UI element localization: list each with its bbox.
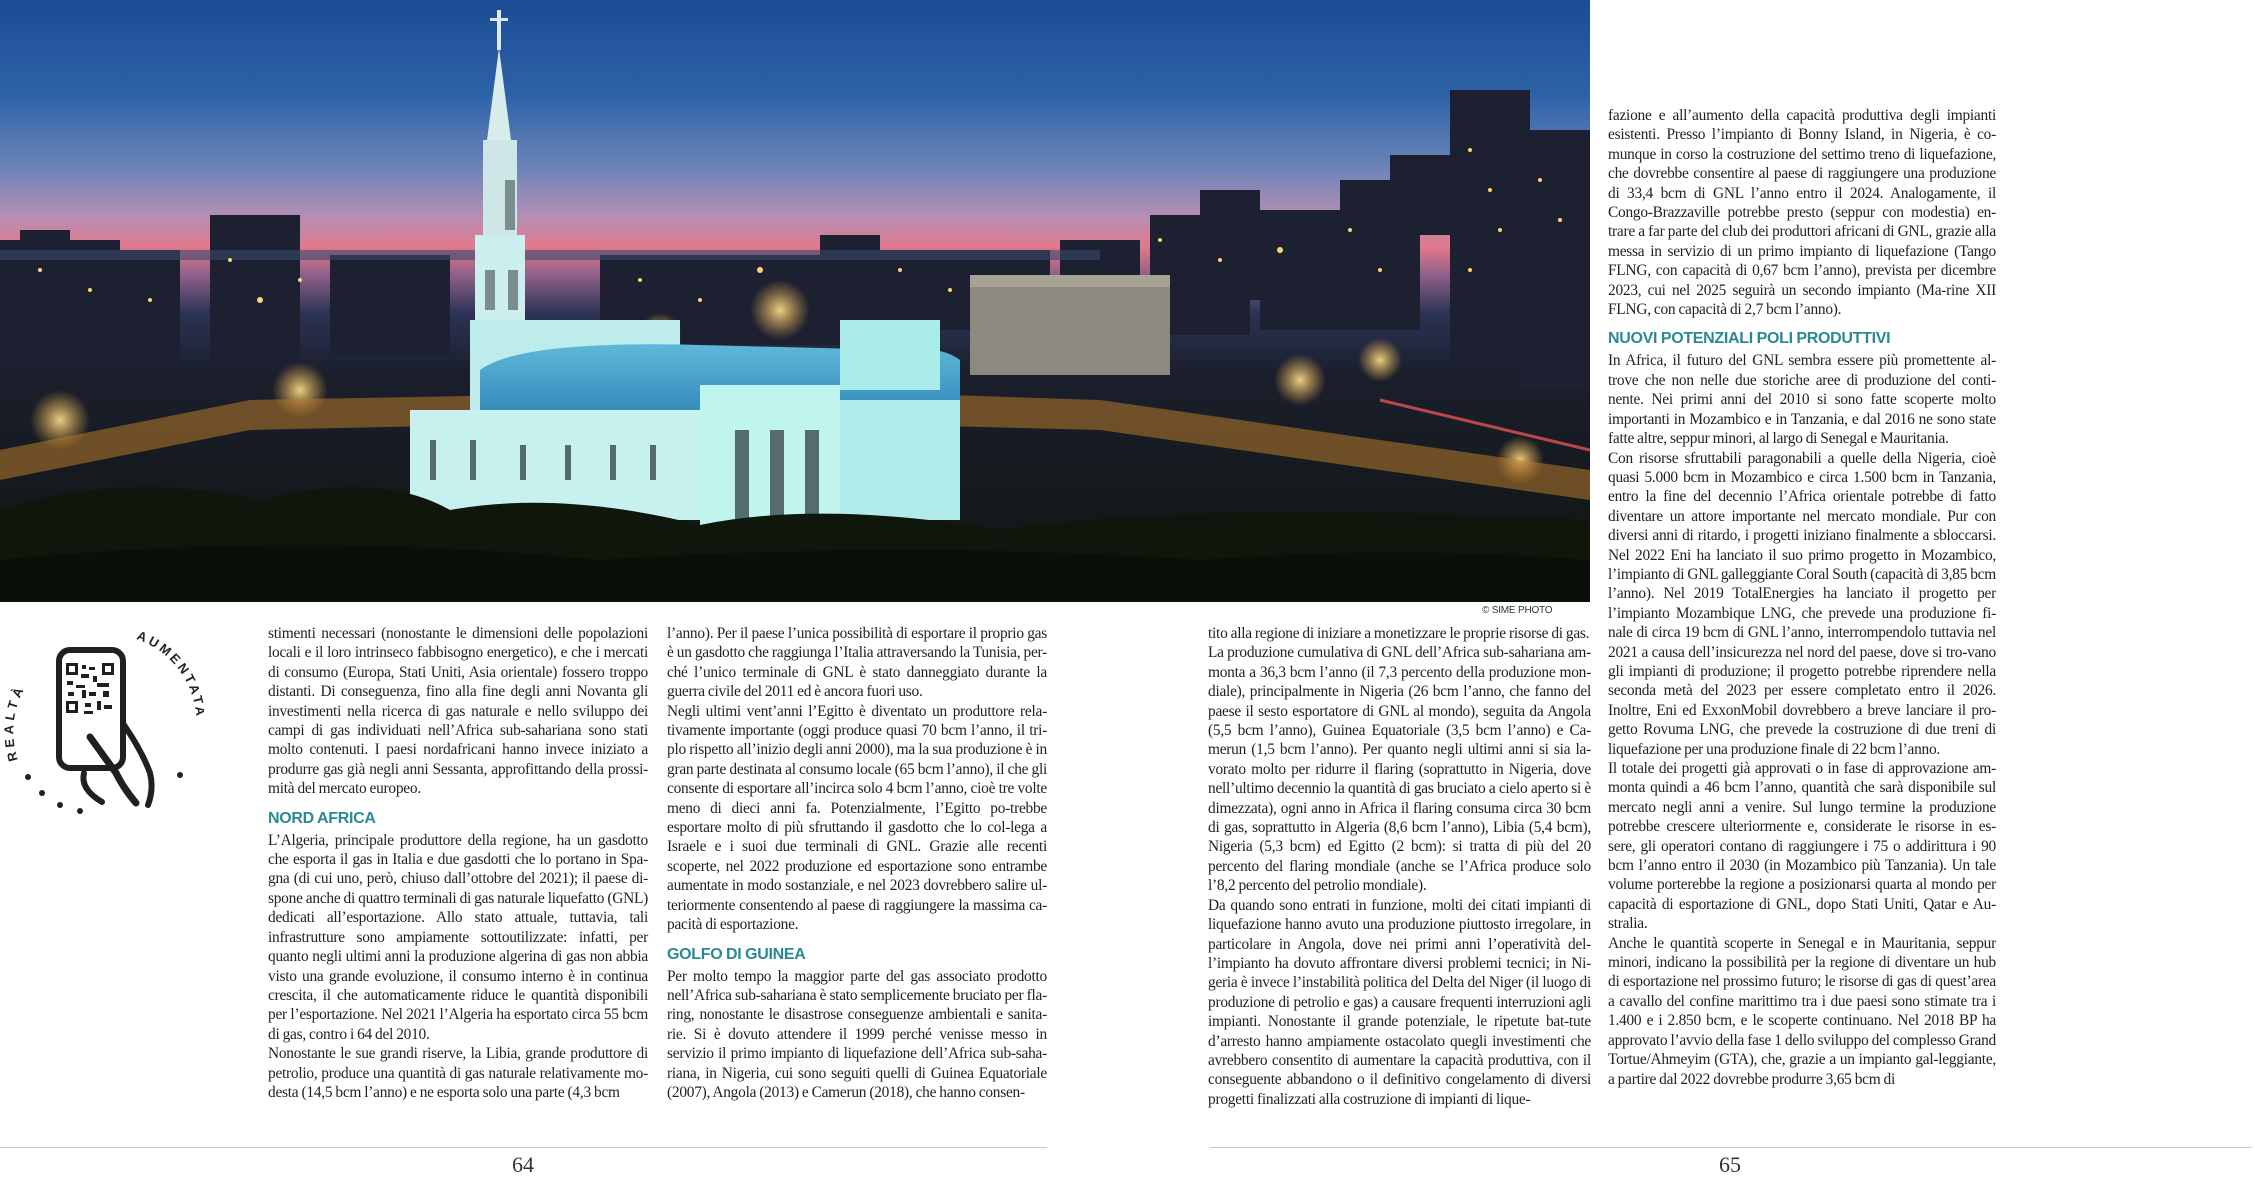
phone-qr-hand-icon	[4, 625, 204, 825]
cathedral-photo	[0, 0, 1590, 602]
left-page-column-2	[667, 624, 1047, 1102]
paragraph: l’anno). Per il paese l’unica possibilità di esportare il proprio gas è un gasdotto che raggiunga l’Italia attraversando la Tunisia, per-ché l’unico terminale di GNL è stato danneggiato durante la guerra civile del 2011 ed è ancora fuori uso.	[667, 625, 1047, 701]
section-heading-golfo-di-guinea: GOLFO DI GUINEA	[667, 945, 806, 963]
paragraph: fazione e all’aumento della capacità produttiva degli impianti esistenti. Presso l’impianto di Bonny Island, in Nigeria, è co-munque in corso la costruzione del settimo treno di liquefazione, che dovrebbe consentire al paese di raggiungere una produzione di 33,4 bcm di GNL l’anno entro il 2024. Analogamente, il Congo-Brazzaville potrebbe presto (seppur con modestia) en-trare a far parte del club dei produttori africani di GNL, grazie alla messa in servizio di un primo impianto di liquefazione (Tango FLNG, con capacità di 0,67 bcm l’anno), prevista per dicembre 2023, cui nel 2025 seguirà un secondo impianto (Ma-rine XII FLNG, con capacità di 2,7 bcm l’anno).	[1608, 107, 1996, 319]
paragraph: Per molto tempo la maggior parte del gas associato prodotto nell’Africa sub-sahariana è stato semplicemente bruciato per fla-ring, nonostante le disastrose conseguenze ambientali e sanita-rie. Si è dovuto attendere il 1999 perché venisse messo in servizio il primo impianto di liquefazione dell’Africa sub-saha-riana, in Nigeria, cui sono seguiti quelli di Guinea Equatoriale (2007), Angola (2013) e Camerun (2018), che hanno consen-	[667, 967, 1047, 1101]
paragraph: L’Algeria, principale produttore della regione, ha un gasdotto che esporta il gas in Italia e due gasdotti che lo portano in Spa-gna (di cui uno, però, chiuso dall’ottobre del 2021); il paese di-spone anche di quattro terminali di gas naturale liquefatto (GNL) dedicati all’esportazione. Allo stato attuale, tuttavia, tali infrastrutture sono ampiamente sottoutilizzate: infatti, per quanto negli ultimi anni la produzione algerina di gas non abbia visto una grande evoluzione, il consumo interno è in continua crescita, il che automaticamente riduce le quantità disponibili per l’esportazione. Nel 2021 l’Algeria ha esportato circa 55 bcm di gas, contro i 64 del 2010.	[268, 831, 648, 1043]
svg-text:AUMENTATA	[135, 628, 204, 720]
paragraph: Nonostante le sue grandi riserve, la Libia, grande produttore di petrolio, produce una quantità di gas naturale relativamente mo-desta (14,5 bcm l’anno) e ne esporta solo una parte (4,3 bcm	[268, 1045, 648, 1101]
photo-credit: © SIME PHOTO	[1482, 605, 1553, 616]
section-heading-nuovi-poli: NUOVI POTENZIALI POLI PRODUTTIVI	[1608, 330, 1891, 348]
page-number-left: 64	[512, 1152, 534, 1177]
photo-scene	[0, 0, 1590, 602]
svg-text:REALTÀ	[4, 681, 28, 763]
paragraph: In Africa, il futuro del GNL sembra essere più promettente al-trove che non nelle due storiche aree di produzione del conti-nente. Nei primi anni del 2010 si sono fatte scoperte molto importanti in Mozambico e in Tanzania, e dal 2016 ne sono state fatte altre, seppur minori, al largo di Senegal e Mauritania.	[1608, 352, 1996, 448]
section-heading-nord-africa: NORD AFRICA	[268, 809, 376, 827]
footer-rule-left	[0, 1147, 1047, 1148]
right-page-column-1	[1208, 624, 1591, 1109]
left-page-column-1	[268, 624, 648, 1102]
paragraph: stimenti necessari (nonostante le dimensioni delle popolazioni locali e il loro intrinseco fabbisogno energetico), e che i mercati di consumo (Europa, Stati Uniti, Asia orientale) fossero troppo distanti. Di conseguenza, fino alla fine degli anni Novanta gli investimenti nella ricerca di gas naturale e nello sviluppo dei campi di gas individuati nell’Africa sub-sahariana sono stati molto contenuti. I paesi nordafricani hanno invece iniziato a produrre gas già negli anni Sessanta, approfittando della prossi-mità del mercato europeo.	[268, 625, 648, 798]
paragraph: Il totale dei progetti già approvati o in fase di approvazione am-monta quindi a 46 bcm l’anno, quantità che sarà disponibile sul mercato negli anni a venire. Sul lungo termine la produzione potrebbe crescere ulteriormente e, considerate le risorse in es-sere, gli operatori contano di raggiungere i 75 o addirittura i 90 bcm l’anno entro il 2030 (in Mozambico più Tanzania). Un tale volume porterebbe la regione a posizionarsi quarta al mondo per capacità di esportazione di GNL, dopo Stati Uniti, Qatar e Au-stralia.	[1608, 760, 1996, 933]
ar-label-left: R TÀ	[4, 681, 29, 764]
ar-label-right: AUMENTA	[134, 627, 204, 699]
skyline	[0, 90, 1590, 390]
augmented-reality-badge[interactable]	[4, 625, 204, 825]
footer-rule-right	[1210, 1147, 2252, 1148]
right-page-column-2	[1608, 106, 1996, 1089]
paragraph: Negli ultimi vent’anni l’Egitto è diventato un produttore rela-tivamente importante (oggi produce quasi 70 bcm l’anno, il tri-plo rispetto all’inizio degli anni 2000), ma la sua produzione è in gran parte destinata al consumo locale (65 bcm l’anno), il che gli consente di esportare all’incirca solo 4 bcm l’anno, cioè tre volte meno di dieci anni fa. Potenzialmente, l’Egitto po-trebbe esportare molto di più sfruttando il gasdotto che lo col-lega a Israele e i suoi due terminali di GNL. Grazie alle recenti scoperte, nel 2022 produzione ed esportazione sono entrambe aumentate in modo sostanziale, e nel 2023 dovrebbero salire ul-teriormente consentendo al paese di raggiungere la massima ca-pacità di esportazione.	[667, 702, 1047, 934]
page-number-right: 65	[1719, 1152, 1741, 1177]
paragraph: Con risorse sfruttabili paragonabili a quelle della Nigeria, cioè quasi 5.000 bcm in Mozambico e circa 1.500 bcm in Tanzania, entro la fine del decennio l’Africa orientale potrebbe di fatto diventare un attore importante nel mercato mondiale. Pur con diversi anni di ritardo, i progetti iniziano finalmente a sbloccarsi. Nel 2022 Eni ha lanciato il suo primo progetto in Mozambico, l’impianto di GNL galleggiante Coral South (capacità di 3,85 bcm l’anno). Nel 2019 TotalEnergies ha lanciato il progetto per l’impianto Mozambique LNG, che prevede una produzione fi-nale di circa 19 bcm di GNL l’anno, interrompendolo tuttavia nel 2021 a causa dell’insicurezza nel nord del paese, dove si tro-vano gli impianti di produzione; il progetto potrebbe riprendere nella seconda metà del 2023 per essere completato entro il 2026. Inoltre, Eni ed ExxonMobil dovrebbero a breve lanciare il pro-getto Rovuma LNG, che prevede la costruzione di due treni di liquefazione per una produzione finale di 22 bcm l’anno.	[1608, 449, 1996, 758]
paragraph: La produzione cumulativa di GNL dell’Africa sub-sahariana am-monta a 36,3 bcm l’anno (il 7,3 percento della produzione mon-diale), principalmente in Nigeria (26 bcm l’anno, che fanno del paese il sesto esportatore di GNL al mondo), seguita da Angola (5,5 bcm l’anno), Guinea Equatoriale (3,5 bcm l’anno) e Ca-merun (1,5 bcm l’anno). Per quanto negli ultimi anni si sia la-vorato molto per ridurre il flaring (soprattutto in Nigeria, dove nell’ultimo decennio la quantità di gas bruciato a cielo aperto si è dimezzata), ogni anno in Africa il flaring consuma circa 30 bcm di gas, soprattutto in Algeria (8,6 bcm l’anno), Libia (5,4 bcm), Nigeria (5,3 bcm) ed Egitto (2 bcm): si tratta di più del 20 percento del flaring mondiale (anche se l’Africa produce solo l’8,2 percento del petrolio mondiale).	[1208, 644, 1591, 895]
paragraph: Anche le quantità scoperte in Senegal e in Mauritania, seppur minori, indicano la possibilità per la regione di diventare un hub di esportazione nel prossimo futuro; le risorse di gas di quest’area a cavallo del confine marittimo tra i due paesi sono stimate tra i 1.400 e i 2.850 bcm, e le scoperte continuano. Nel 2018 BP ha approvato l’avvio della fase 1 dello sviluppo del complesso Grand Tortue/Ahmeyim (GTA), che, grazie a un impianto gal-leggiante, a partire dal 2022 dovrebbe produrre 3,65 bcm di	[1608, 934, 1996, 1088]
paragraph: tito alla regione di iniziare a monetizzare le proprie risorse di gas.	[1208, 625, 1590, 642]
paragraph: Da quando sono entrati in funzione, molti dei citati impianti di liquefazione hanno avuto una produzione piuttosto irregolare, in particolare in Angola, dove nei primi anni l’operatività del-l’impianto ha dovuto affrontare diversi problemi tecnici; in Ni-geria è invece l’instabilità politica del Delta del Niger (il luogo di produzione di petrolio e gas) a causare frequenti interruzioni agli impianti. Nonostante il grande potenziale, le ripetute bat-tute d’arresto hanno ampiamente ostacolato quegli investimenti che avrebbero consentito di aumentare la capacità produttiva, con il conseguente abbandono o il definitivo congelamento di diversi progetti finalizzati alla costruzione di impianti di lique-	[1208, 896, 1591, 1108]
